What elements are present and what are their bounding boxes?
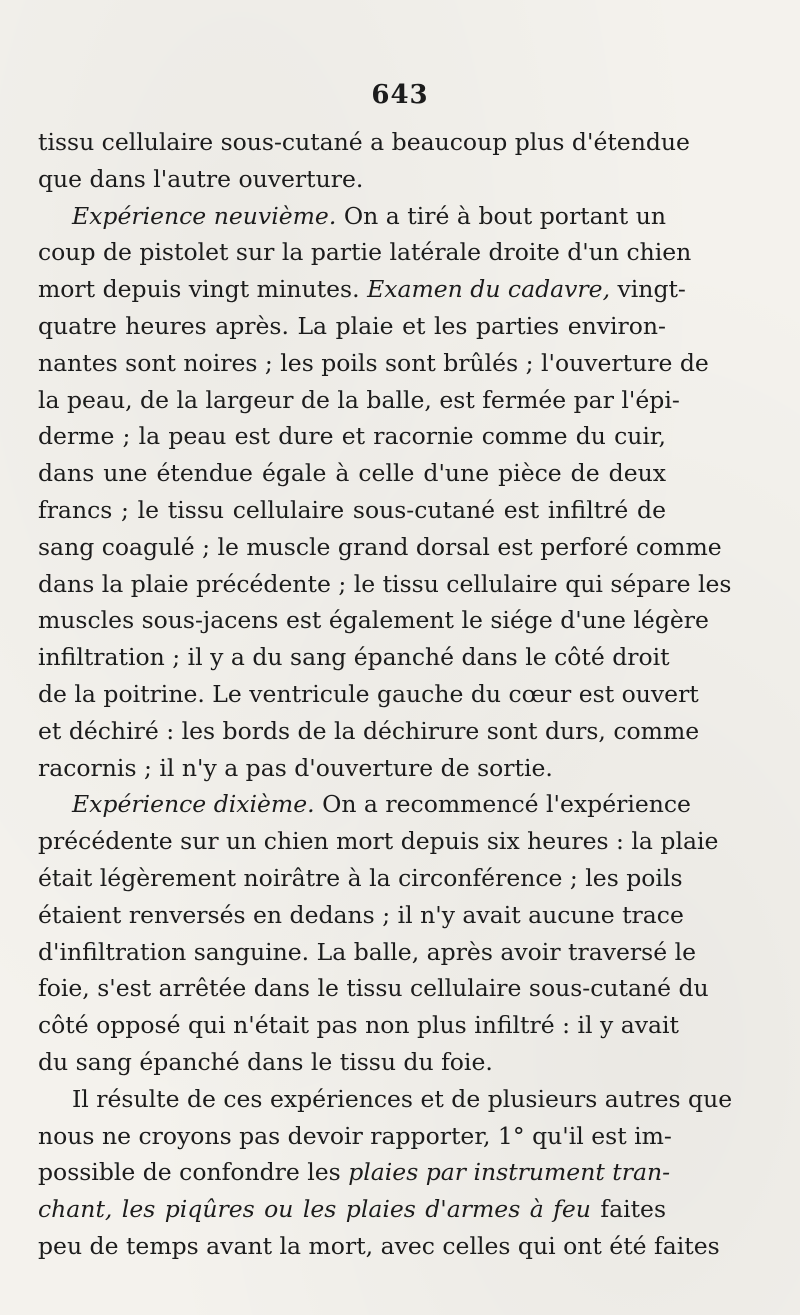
page-number: 643 [371, 80, 429, 110]
line-text: faites [590, 1195, 667, 1224]
text-line [38, 1081, 733, 1118]
text-line [38, 345, 709, 382]
line-text: la peau, de la largeur de la balle, est fermée par l'épi- [38, 385, 680, 414]
line-text: étaient renversés en dedans ; il n'y avait aucune trace [38, 900, 684, 929]
line-text: quatre heures après. La plaie et les parties environ- [38, 311, 666, 340]
line-text: sang coagulé ; le muscle grand dorsal est perforé comme [38, 532, 722, 561]
text-line [38, 566, 732, 603]
line-text: côté opposé qui n'était pas non plus infiltré : il y avait [38, 1011, 679, 1040]
italic-phrase: Examen du cadavre, [367, 275, 611, 304]
line-text: était légèrement noirâtre à la circonférence ; les poils [38, 863, 683, 892]
line-text: d'infiltration sanguine. La balle, après avoir traversé le [38, 937, 696, 966]
line-text: de la poitrine. Le ventricule gauche du cœur est ouvert [38, 679, 699, 708]
text-line [38, 492, 666, 529]
text-line [38, 529, 722, 566]
text-line [38, 713, 700, 750]
text-line [38, 161, 666, 198]
line-text: possible de confondre les [38, 1158, 349, 1187]
line-text: peu de temps avant la mort, avec celles qui ont été faites [38, 1231, 720, 1260]
line-text: nous ne croyons pas devoir rapporter, 1° qu'il est im- [38, 1121, 672, 1150]
body-text [38, 124, 733, 1265]
text-line [38, 271, 686, 308]
text-line [38, 308, 666, 345]
line-text: coup de pistolet sur la partie latérale droite d'un chien [38, 238, 692, 267]
line-text: que dans l'autre ouverture. [38, 164, 364, 193]
line-text: dans la plaie précédente ; le tissu cellulaire qui sépare les [38, 569, 732, 598]
text-line [38, 897, 684, 934]
text-line [38, 1044, 666, 1081]
text-line [38, 234, 692, 271]
text-line [38, 1118, 672, 1155]
text-line [38, 418, 666, 455]
line-text: Il résulte de ces expériences et de plusieurs autres que [72, 1084, 733, 1113]
line-text: foie, s'est arrêtée dans le tissu cellulaire sous-cutané du [38, 974, 709, 1003]
text-line [38, 1228, 720, 1265]
line-text: On a recommencé l'expérience [314, 790, 691, 819]
italic-phrase: chant, les piqûres ou les plaies d'armes à feu [38, 1195, 591, 1224]
line-text: vingt- [610, 275, 686, 304]
line-text: nantes sont noires ; les poils sont brûlés ; l'ouverture de [38, 348, 709, 377]
line-text: francs ; le tissu cellulaire sous-cutané est infiltré de [38, 495, 666, 524]
line-text: dans une étendue égale à celle d'une pièce de deux [38, 459, 666, 488]
text-line [38, 639, 670, 676]
line-text: muscles sous-jacens est également le siége d'une légère [38, 606, 709, 635]
text-line [38, 750, 666, 787]
line-text: derme ; la peau est dure et racornie comme du cuir, [38, 422, 666, 451]
text-line [38, 860, 683, 897]
text-line [38, 934, 696, 971]
text-line [38, 124, 690, 161]
line-text: et déchiré : les bords de la déchirure sont durs, comme [38, 716, 700, 745]
text-line [38, 676, 699, 713]
italic-phrase: plaies par instrument tran- [348, 1158, 671, 1187]
line-text: On a tiré à bout portant un [336, 201, 667, 230]
text-line [38, 970, 709, 1007]
line-text: mort depuis vingt minutes. [38, 275, 368, 304]
line-text: précédente sur un chien mort depuis six heures : la plaie [38, 827, 719, 856]
text-line [38, 823, 719, 860]
text-line [38, 1191, 666, 1228]
text-line [38, 455, 666, 492]
line-text: tissu cellulaire sous-cutané a beaucoup plus d'étendue [38, 128, 690, 156]
text-line [38, 198, 666, 235]
text-line [38, 382, 680, 419]
italic-phrase: Expérience dixième. [72, 790, 315, 819]
text-line [38, 1154, 671, 1191]
text-line [38, 1007, 679, 1044]
line-text: racornis ; il n'y a pas d'ouverture de sortie. [38, 753, 553, 782]
italic-phrase: Expérience neuvième. [72, 201, 337, 230]
text-line [38, 602, 709, 639]
line-text: infiltration ; il y a du sang épanché dans le côté droit [38, 643, 670, 672]
text-line [38, 786, 691, 823]
line-text: du sang épanché dans le tissu du foie. [38, 1047, 493, 1076]
